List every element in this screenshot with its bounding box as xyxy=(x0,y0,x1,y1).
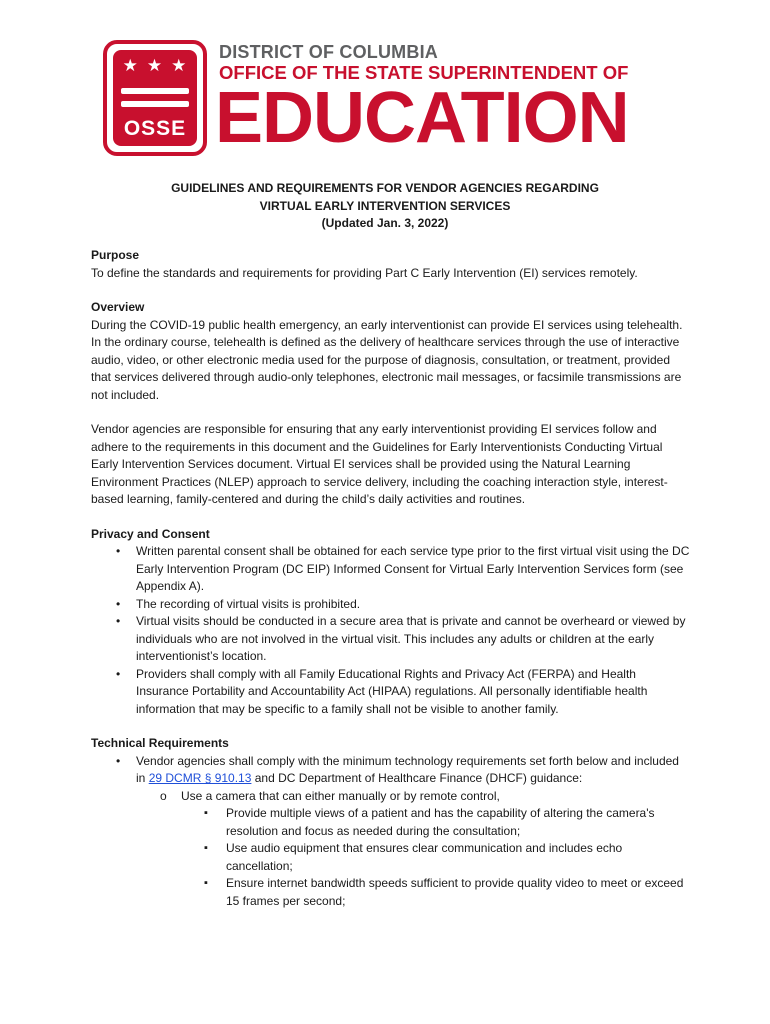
document-body xyxy=(91,247,691,927)
title-line-1: GUIDELINES AND REQUIREMENTS FOR VENDOR AGENCIES REGARDING xyxy=(171,181,599,195)
technical-list xyxy=(91,753,691,911)
privacy-section xyxy=(91,526,691,719)
list-item xyxy=(91,788,691,911)
technical-section xyxy=(91,735,691,910)
privacy-list xyxy=(91,543,691,718)
purpose-heading: Purpose xyxy=(91,248,140,262)
overview-paragraph-2-section xyxy=(91,421,691,509)
overview-paragraph-2: Vendor agencies are responsible for ensuring that any early interventionist providing EI services follow and adhere to the requirements in this document and the Guidelines for Early Interventionists Conducting Virtual Early Intervention Services document. Virtual EI services shall be provided using the Natural Learning Environment Practices (NLEP) approach to service delivery, including the coaching interaction style, interest-based learning, family-centered and during the child’s daily activities and routines. xyxy=(91,422,668,506)
technical-item-1-pre: Vendor agencies shall comply with the minimum technology requirements set forth below and included in xyxy=(136,753,679,785)
camera-sublist xyxy=(181,805,691,910)
camera-requirement: Use a camera that can either manually or by remote control, xyxy=(181,788,500,803)
technical-item-1-post: and DC Department of Healthcare Finance (DHCF) guidance: xyxy=(251,771,583,785)
list-item: • Virtual visits should be conducted in a secure area that is private and cannot be overheard or viewed by individuals who are not involved in the virtual visit. This includes any adults or children at the early interventionist’s location. xyxy=(91,613,691,666)
overview-section xyxy=(91,299,691,404)
privacy-heading: Privacy and Consent xyxy=(91,526,210,541)
badge-stars: ★★★ xyxy=(122,56,196,75)
logo-education: EDUCATION xyxy=(215,78,629,158)
list-item: • The recording of virtual visits is prohibited. xyxy=(91,596,691,614)
list-item: ▪ Provide multiple views of a patient and has the capability of altering the camera's resolution and focus as needed during the consultation; xyxy=(91,805,691,840)
technical-heading: Technical Requirements xyxy=(91,736,229,750)
list-item: ▪ Use audio equipment that ensures clear communication and includes echo cancellation; xyxy=(91,840,691,875)
overview-heading: Overview xyxy=(91,300,145,314)
overview-paragraph-1: During the COVID-19 public health emergency, an early interventionist can provide EI services using telehealth. In the ordinary course, telehealth is defined as the delivery of healthcare services through the use of interactive audio, video, or other electronic media used for the purpose of diagnosis, consultation, or treatment, provided that services delivered through audio-only telephones, electronic mail messages, or facsimile transmissions are not included. xyxy=(91,317,683,402)
list-item: • Written parental consent shall be obtained for each service type prior to the first virtual visit using the DC Early Intervention Program (DC EIP) Informed Consent for Virtual Early Intervention Services form (see Appendix A). xyxy=(91,543,691,596)
logo-district: DISTRICT OF COLUMBIA xyxy=(219,42,438,62)
list-item: • Providers shall comply with all Family Educational Rights and Privacy Act (FERPA) and Health Insurance Portability and Accountability Act (HIPAA) regulations. All personally identifiable health information that may be specific to a family shall not be visible to another family. xyxy=(91,666,691,719)
technical-sublist xyxy=(136,788,691,911)
list-item: ▪ Ensure internet bandwidth speeds sufficient to provide quality video to meet or exceed 15 frames per second; xyxy=(91,875,691,910)
title-line-3: (Updated Jan. 3, 2022) xyxy=(321,216,449,230)
osse-badge-icon xyxy=(103,40,207,156)
osse-logo xyxy=(103,40,683,160)
dcmr-link[interactable]: 29 DCMR § 910.13 xyxy=(148,771,252,785)
badge-text: OSSE xyxy=(123,117,187,140)
purpose-text: To define the standards and requirements for providing Part C Early Intervention (EI) services remotely. xyxy=(91,265,638,280)
purpose-section xyxy=(91,247,691,282)
title-line-2: VIRTUAL EARLY INTERVENTION SERVICES xyxy=(259,198,511,213)
list-item xyxy=(91,753,691,911)
logo-office: OFFICE OF THE STATE SUPERINTENDENT OF xyxy=(219,62,629,83)
document-title xyxy=(0,180,770,233)
